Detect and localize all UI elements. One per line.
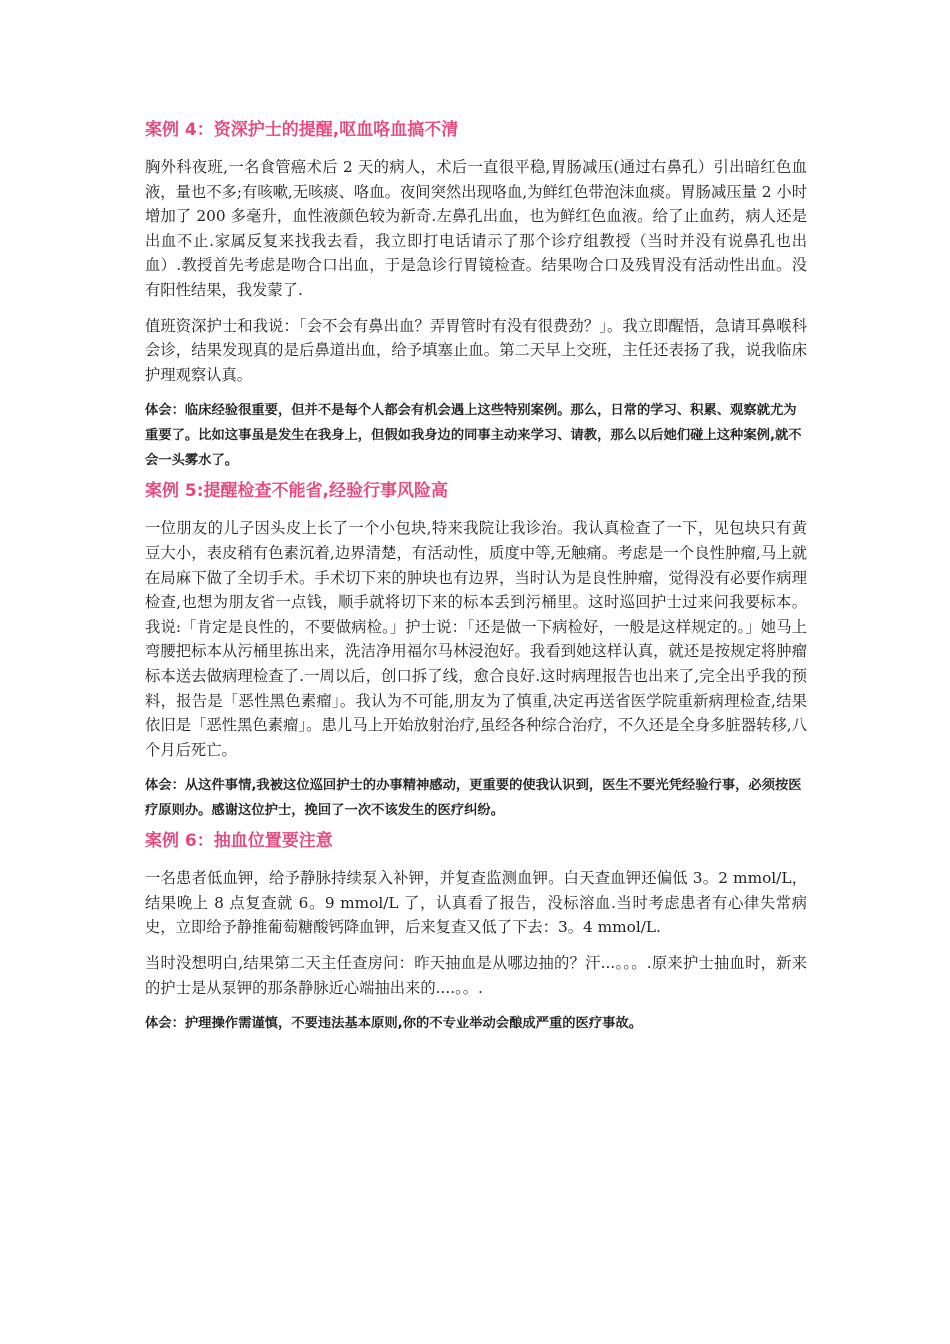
- case-4: [145, 118, 807, 473]
- case-insight: 体会：护理操作需谨慎，不要违法基本原则,你的不专业举动会酿成严重的医疗事故。: [145, 1016, 643, 1032]
- case-insight: 体会：临床经验很重要，但并不是每个人都会有机会遇上这些特别案例。那么，日常的学习、积累、观察就尤为重要了。比如这事虽是发生在我身上，但假如我身边的同事主动来学习、请教，那么以后她们碰上这种案例,就不会一头雾水了。: [145, 403, 802, 469]
- case-paragraph: 值班资深护士和我说：「会不会有鼻出血？弄胃管时有没有很费劲？」。我立即醒悟，急请耳鼻喉科会诊，结果发现真的是后鼻道出血，给予填塞止血。第二天早上交班，主任还表扬了我，说我临床护理观察认真。: [145, 316, 807, 384]
- case-5: [145, 479, 807, 823]
- case-paragraph: 胸外科夜班,一名食管癌术后 2 天的病人，术后一直很平稳,胃肠减压(通过右鼻孔）引出暗红色血液，量也不多;有咳嗽,无咳痰、咯血。夜间突然出现咯血,为鲜红色带泡沫血痰。胃肠减压量 2 小时增加了 200 多毫升，血性液颜色较为新奇.左鼻孔出血，也为鲜红色血液。给了止血药，病人还是出血不止.家属反复来找我去看，我立即打电话请示了那个诊疗组教授（当时并没有说鼻孔也出血）.教授首先考虑是吻合口出血，于是急诊行胃镜检查。结果吻合口及残胃没有活动性出血。没有阳性结果，我发蒙了.: [145, 158, 807, 299]
- case-paragraph: 当时没想明白,结果第二天主任查房问：昨天抽血是从哪边抽的？汗...。。。.原来护士抽血时，新来的护士是从泵钾的那条静脉近心端抽出来的....。。.: [145, 954, 807, 997]
- case-title: 案例 5:提醒检查不能省,经验行事风险高: [145, 481, 449, 502]
- case-6: [145, 829, 807, 1036]
- case-title: 案例 6：抽血位置要注意: [145, 831, 333, 852]
- case-paragraph: 一名患者低血钾，给予静脉持续泵入补钾，并复查监测血钾。白天查血钾还偏低 3。2 mmol/L，结果晚上 8 点复查就 6。9 mmol/L 了，认真看了报告，没标溶血.当时考虑患者有心律失常病史，立即给予静推葡萄糖酸钙降血钾，后来复查又低了下去：3。4 mmol/L.: [145, 869, 807, 937]
- case-insight: 体会：从这件事情,我被这位巡回护士的办事精神感动，更重要的使我认识到，医生不要光凭经验行事，必须按医疗原则办。感谢这位护士，挽回了一次不该发生的医疗纠纷。: [145, 778, 802, 819]
- document-page: [145, 118, 807, 1042]
- case-paragraph: 一位朋友的儿子因头皮上长了一个小包块,特来我院让我诊治。我认真检查了一下，见包块只有黄豆大小，表皮稍有色素沉着,边界清楚，有活动性，质度中等,无触痛。考虑是一个良性肿瘤,马上就在局麻下做了全切手术。手术切下来的肿块也有边界，当时认为是良性肿瘤，觉得没有必要作病理检查,也想为朋友省一点钱，顺手就将切下来的标本丢到污桶里。这时巡回护士过来问我要标本。我说:「肯定是良性的，不要做病检。」护士说：「还是做一下病检好，一般是这样规定的。」她马上弯腰把标本从污桶里拣出来，洗洁净用福尔马林浸泡好。我看到她这样认真，就还是按规定将肿瘤标本送去做病理检查了.一周以后，创口拆了线，愈合良好.这时病理报告也出来了,完全出乎我的预料，报告是「恶性黑色素瘤」。我认为不可能,朋友为了慎重,决定再送省医学院重新病理检查,结果依旧是「恶性黑色素瘤」。患儿马上开始放射治疗,虽经各种综合治疗，不久还是全身多脏器转移,八个月后死亡。: [145, 519, 807, 759]
- case-title: 案例 4：资深护士的提醒,呕血咯血搞不清: [145, 120, 459, 140]
